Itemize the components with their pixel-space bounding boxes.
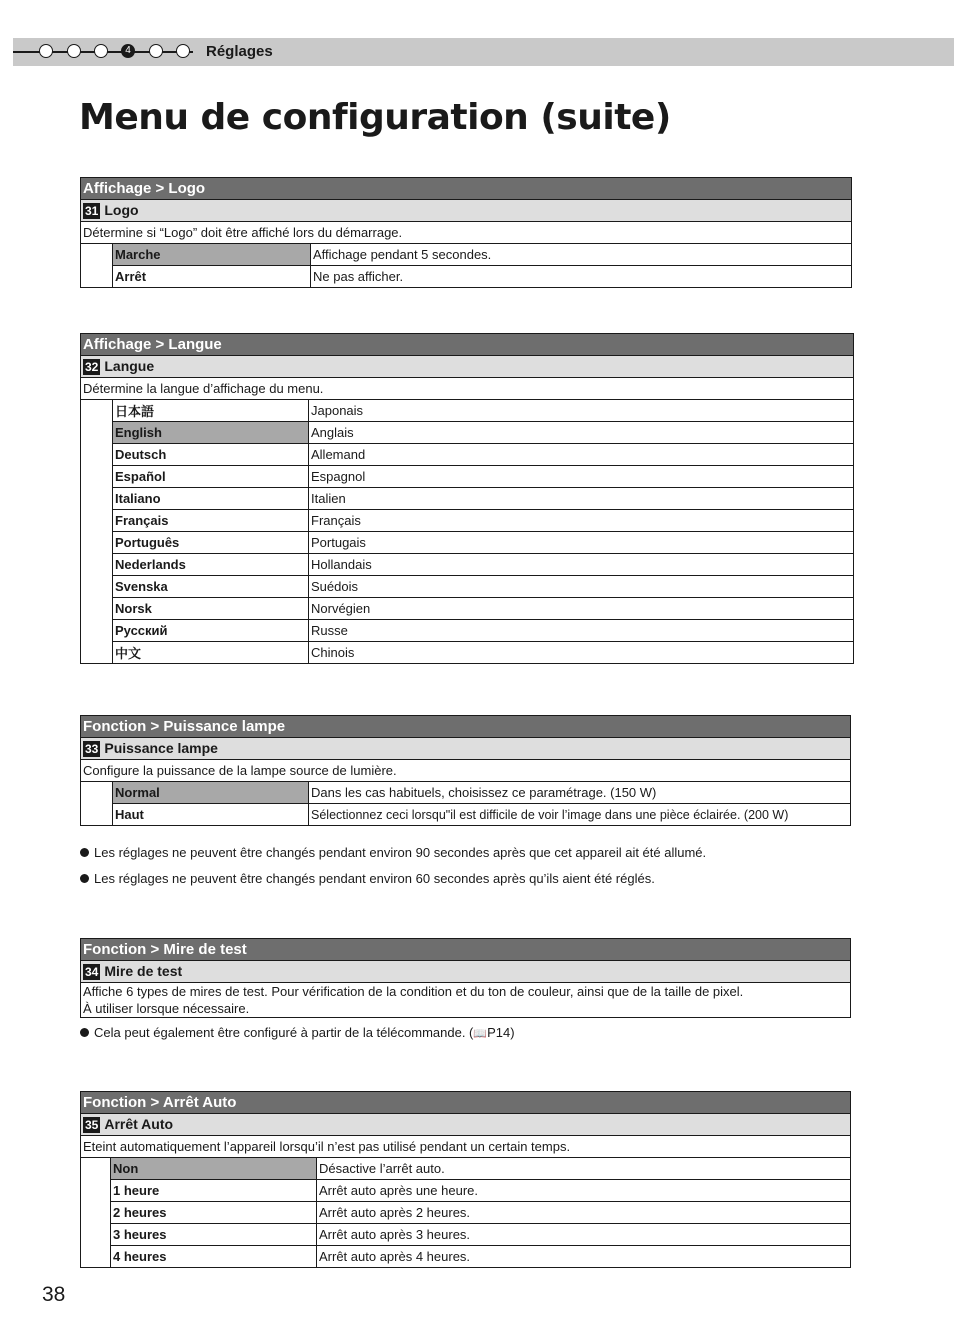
option-name: Haut [113, 804, 309, 826]
step-circle-2 [67, 44, 81, 58]
item-description: Eteint automatiquement l’appareil lorsqu’il n’est pas utilisé pendant un certain temps. [81, 1136, 851, 1158]
item-name: Puissance lampe [104, 740, 218, 756]
note-item [80, 1025, 515, 1040]
option-value: Sélectionnez ceci lorsqu"il est difficile de voir l’image dans une pièce éclairée. (200 W) [309, 804, 851, 826]
option-name: Norsk [113, 598, 309, 620]
item-number: 34 [85, 965, 99, 979]
option-value: Hollandais [309, 554, 854, 576]
option-value: Arrêt auto après 3 heures. [317, 1224, 851, 1246]
option-value: Japonais [309, 400, 854, 422]
note-text: Les réglages ne peuvent être changés pendant environ 60 secondes après qu’ils aient été réglés. [94, 871, 655, 886]
item-name: Logo [104, 202, 139, 218]
option-name: Français [113, 510, 309, 532]
option-value: Portugais [309, 532, 854, 554]
option-value: Norvégien [309, 598, 854, 620]
option-name: 3 heures [111, 1224, 317, 1246]
note-reference: P14) [487, 1025, 515, 1040]
table-section-header: Fonction > Puissance lampe [81, 716, 851, 738]
option-name: Arrêt [113, 266, 311, 288]
item-number: 31 [85, 204, 99, 218]
option-value: Allemand [309, 444, 854, 466]
option-name: Italiano [113, 488, 309, 510]
page-title: Menu de configuration (suite) [79, 97, 671, 138]
book-icon: 📖 [473, 1028, 488, 1040]
option-value: Anglais [309, 422, 854, 444]
option-value: Ne pas afficher. [311, 266, 852, 288]
item-description: Détermine la langue d’affichage du menu. [81, 378, 854, 400]
option-value: Russe [309, 620, 854, 642]
item-description: Configure la puissance de la lampe source de lumière. [81, 760, 851, 782]
note-text: Les réglages ne peuvent être changés pendant environ 90 secondes après que cet appareil ait été allumé. [94, 845, 707, 860]
option-name: Nederlands [113, 554, 309, 576]
item-description: Détermine si “Logo” doit être affiché lors du démarrage. [81, 222, 852, 244]
lamp-power-table [80, 715, 851, 826]
note-item [80, 871, 655, 886]
table-section-header: Fonction > Arrêt Auto [81, 1092, 851, 1114]
option-name: 中文 [113, 642, 309, 664]
option-value: Suédois [309, 576, 854, 598]
option-value: Affichage pendant 5 secondes. [311, 244, 852, 266]
option-name: English [113, 422, 309, 444]
section-title: Réglages [206, 43, 273, 60]
option-name: Русский [113, 620, 309, 642]
table-section-header: Affichage > Langue [81, 334, 854, 356]
table-item-header [81, 738, 851, 760]
note-text: Cela peut également être configuré à partir de la télécommande. ( [94, 1025, 474, 1040]
option-name: Español [113, 466, 309, 488]
test-pattern-table [80, 938, 851, 1018]
auto-off-table [80, 1091, 851, 1268]
item-name: Langue [104, 358, 155, 374]
step-circle-5 [149, 44, 163, 58]
logo-table [80, 177, 852, 288]
option-value: Désactive l’arrêt auto. [317, 1158, 851, 1180]
table-section-header: Affichage > Logo [81, 178, 852, 200]
option-name: 2 heures [111, 1202, 317, 1224]
page-number: 38 [42, 1283, 66, 1306]
bullet-icon [80, 848, 89, 857]
option-name: Marche [113, 244, 311, 266]
option-value: Dans les cas habituels, choisissez ce paramétrage. (150 W) [309, 782, 851, 804]
table-item-header [81, 200, 852, 222]
option-name: 4 heures [111, 1246, 317, 1268]
item-number: 35 [85, 1118, 99, 1132]
option-value: Français [309, 510, 854, 532]
option-name: 1 heure [111, 1180, 317, 1202]
bullet-icon [80, 1028, 89, 1037]
table-item-header [81, 356, 854, 378]
option-name: Non [111, 1158, 317, 1180]
option-value: Arrêt auto après 2 heures. [317, 1202, 851, 1224]
step-circle-3 [94, 44, 108, 58]
option-name: Português [113, 532, 309, 554]
item-name: Arrêt Auto [104, 1116, 174, 1132]
option-name: 日本語 [113, 400, 309, 422]
table-item-header [81, 961, 851, 983]
step-circle-1 [39, 44, 53, 58]
option-name: Normal [113, 782, 309, 804]
language-table [80, 333, 854, 664]
item-number: 33 [85, 742, 99, 756]
description-line-2: À utiliser lorsque nécessaire. [83, 1001, 250, 1016]
step-circle-active: 4 [121, 44, 135, 58]
bullet-icon [80, 874, 89, 883]
option-name: Deutsch [113, 444, 309, 466]
description-line-1: Affiche 6 types de mires de test. Pour vérification de la condition et du ton de couleur, ainsi que de la taille de pixel. [83, 984, 744, 999]
table-item-header [81, 1114, 851, 1136]
option-value: Espagnol [309, 466, 854, 488]
table-section-header: Fonction > Mire de test [81, 939, 851, 961]
note-item [80, 845, 706, 860]
option-value: Italien [309, 488, 854, 510]
option-value: Arrêt auto après 4 heures. [317, 1246, 851, 1268]
item-description [81, 983, 851, 1018]
option-name: Svenska [113, 576, 309, 598]
option-value: Arrêt auto après une heure. [317, 1180, 851, 1202]
item-number: 32 [85, 360, 99, 374]
option-value: Chinois [309, 642, 854, 664]
step-circle-6 [176, 44, 190, 58]
item-name: Mire de test [104, 963, 183, 979]
